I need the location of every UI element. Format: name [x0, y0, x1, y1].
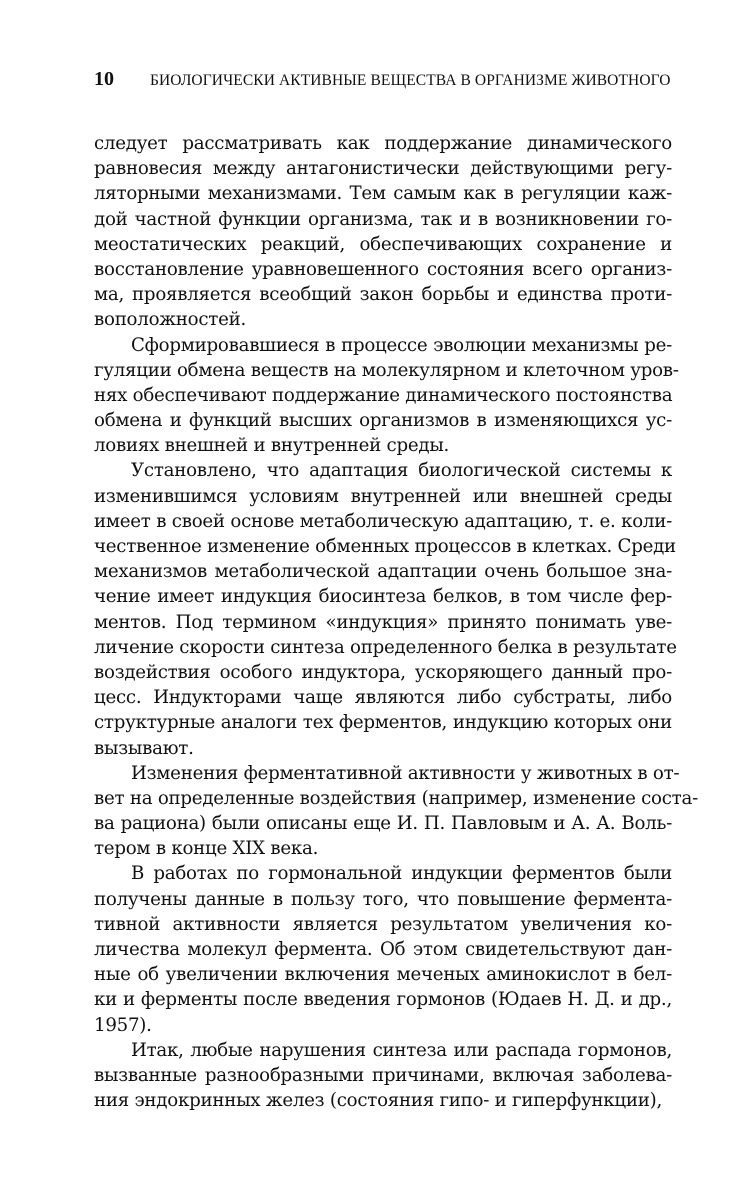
body-text	[94, 131, 698, 1113]
text-line: цесс. Индукторами чаще являются либо субстраты, либо	[94, 687, 672, 709]
text-line: ки и ферменты после введения гормонов (Юдаев Н. Д. и др.,	[94, 989, 672, 1011]
text-line: нях обеспечивают поддержание динамического постоянства	[94, 384, 673, 406]
text-line: тивной активности является результатом увеличения ко-	[94, 913, 672, 935]
text-line: равновесия между антагонистически действующими регу-	[94, 158, 672, 180]
page-number: 10	[94, 68, 114, 90]
text-line: ные об увеличении включения меченых аминокислот в бел-	[94, 964, 672, 986]
text-line: ляторными механизмами. Тем самым как в регуляции каж-	[94, 183, 672, 205]
text-line: ментов. Под термином «индукция» принято понимать уве-	[94, 611, 672, 633]
text-line: воположностей.	[94, 309, 246, 331]
text-line: чественное изменение обменных процессов в клетках. Среди	[94, 536, 676, 557]
text-line: механизмов метаболической адаптации очень большое зна-	[94, 561, 672, 583]
book-page	[94, 68, 698, 1113]
running-header	[94, 68, 672, 102]
text-line: восстановление уравновешенного состояния всего организ-	[94, 258, 672, 280]
text-line: Установлено, что адаптация биологической системы к	[131, 460, 672, 482]
text-line: изменившимся условиям внутренней или внешней среды	[94, 485, 672, 507]
text-line: Сформировавшиеся в процессе эволюции механизмы ре-	[131, 334, 672, 356]
text-line: Изменения ферментативной активности у животных в от-	[131, 762, 680, 784]
text-line: В работах по гормональной индукции ферментов были	[131, 863, 672, 885]
text-line: вызванные разнообразными причинами, включая заболева-	[94, 1064, 672, 1086]
text-line: вызывают.	[94, 737, 194, 759]
paragraph	[94, 458, 677, 760]
text-line: гуляции обмена веществ на молекулярном и клеточном уров-	[94, 359, 679, 381]
paragraph	[94, 1038, 672, 1114]
text-line: ловиях внешней и внутренней среды.	[94, 435, 450, 457]
text-line: обмена и функций высших организмов в изменяющихся ус-	[94, 410, 672, 432]
text-line: структурные аналоги тех ферментов, индукцию которых они	[94, 712, 672, 734]
text-line: личества молекул фермента. Об этом свидетельствуют дан-	[94, 939, 672, 960]
text-line: имеет в своей основе метаболическую адаптацию, т. е. коли-	[94, 510, 672, 532]
running-title: БИОЛОГИЧЕСКИ АКТИВНЫЕ ВЕЩЕСТВА В ОРГАНИЗМЕ ЖИВОТНОГО	[150, 72, 671, 89]
text-line: 1957).	[94, 1014, 152, 1036]
text-line: тером в конце XIX века.	[94, 838, 319, 860]
text-line: получены данные в пользу того, что повышение фермента-	[94, 888, 672, 910]
text-line: дой частной функции организма, так и в возникновении го-	[94, 208, 672, 230]
text-line: ния эндокринных желез (состояния гипо- и гиперфункции),	[94, 1090, 662, 1112]
text-line: ма, проявляется всеобщий закон борьбы и единства проти-	[94, 284, 672, 306]
text-line: следует рассматривать как поддержание динамического	[94, 133, 672, 154]
paragraph	[94, 761, 698, 862]
text-line: воздействия особого индуктора, ускоряющего данный про-	[94, 661, 672, 683]
text-line: чение имеет индукция биосинтеза белков, в том числе фер-	[94, 586, 672, 608]
paragraph	[94, 131, 672, 333]
text-line: меостатических реакций, обеспечивающих сохранение и	[94, 233, 672, 255]
text-line: личение скорости синтеза определенного белка в результате	[94, 636, 677, 658]
paragraph	[94, 333, 679, 459]
text-line: вет на определенные воздействия (например, изменение соста-	[94, 787, 698, 809]
text-line: ва рациона) были описаны еще И. П. Павловым и А. А. Воль-	[94, 813, 672, 835]
text-line: Итак, любые нарушения синтеза или распада гормонов,	[131, 1039, 672, 1061]
paragraph	[94, 861, 672, 1037]
